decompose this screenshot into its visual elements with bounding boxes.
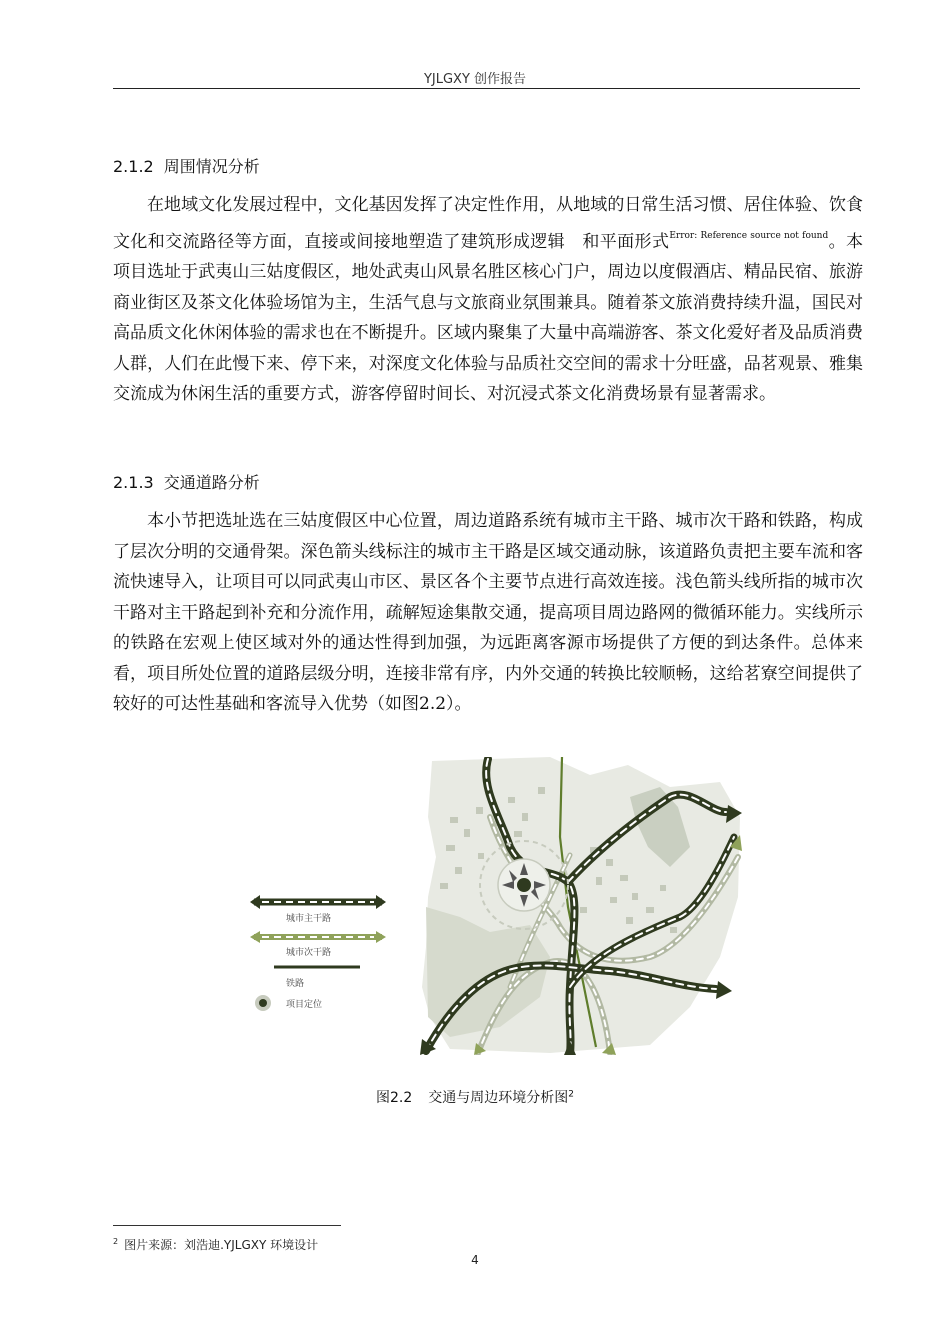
header-rule <box>113 88 860 89</box>
footnote-text: 图片来源：刘浩迪.YJLGXY 环境设计 <box>124 1238 319 1252</box>
paragraph-traffic: 本小节把选址选在三姑度假区中心位置，周边道路系统有城市主干路、城市次干路和铁路，构成了层次分明的交通骨架。深色箭头线标注的城市主干路是区域交通动脉，该道路负责把主要车流和客流快速导入，让项目可以同武夷山市区、景区各个主要节点进行高效连接。浅色箭头线所指的城市次干路对主干路起到补充和分流作用，疏解短途集散交通，提高项目周边路网的微循环能力。实线所示的铁路在宏观上使区域对外的通达性得到加强，为远距离客源市场提供了方便的到达条件。总体来看，项目所处位置的道路层级分明，连接非常有序，内外交通的转换比较顺畅，这给茗寮空间提供了较好的可达性基础和客流导入优势（如图2.2）。 <box>113 511 863 714</box>
paragraph-text-continued: 。本项目选址于武夷山三姑度假区，地处武夷山风景名胜区核心门户，周边以度假酒店、精品民宿、旅游商业街区及茶文化体验场馆为主，生活气息与文旅商业氛围兼具。随着茶文旅消费持续升温，国民对高品质文化休闲体验的需求也在不断提升。区域内聚集了大量中高端游客、茶文化爱好者及品质消费人群，人们在此慢下来、停下来，对深度文化体验与品质社交空间的需求十分旺盛，品茗观景、雅集交流成为休闲生活的重要方式，游客停留时间长、对沉浸式茶文化消费场景有显著需求。 <box>113 231 864 404</box>
paragraph-text: 在地域文化发展过程中，文化基因发挥了决定性作用，从地域的日常生活习惯、居住体验、饮食文化和交流路径等方面，直接或间接地塑造了建筑形成逻辑 和平面形式 <box>113 195 863 252</box>
section-heading-traffic <box>113 470 260 493</box>
legend-railway-label: 铁路 <box>286 979 305 989</box>
figure-caption <box>0 1087 950 1107</box>
legend-site <box>255 995 322 1011</box>
legend-main-road <box>250 895 386 924</box>
caption-label: 图2.2 <box>376 1090 413 1106</box>
legend-main-road-label: 城市主干路 <box>286 914 332 924</box>
page-header: YJLGXY 创作报告 <box>423 72 527 87</box>
footnote-rule <box>113 1225 341 1226</box>
paragraph-surroundings <box>113 190 863 410</box>
caption-footnote-ref: 2 <box>568 1089 574 1100</box>
legend-secondary-road <box>250 931 386 958</box>
caption-title: 交通与周边环境分析图 <box>428 1090 569 1106</box>
footnote-ref: 2 <box>113 1237 119 1246</box>
legend-railway <box>274 967 360 989</box>
section-number: 2.1.3 <box>113 473 154 492</box>
section-title: 交通道路分析 <box>163 473 260 492</box>
footnote <box>113 1236 318 1253</box>
section-title: 周围情况分析 <box>163 157 260 176</box>
error-reference: Error: Reference source not found <box>669 230 829 241</box>
section-number: 2.1.2 <box>113 157 154 176</box>
page-number: 4 <box>471 1253 479 1267</box>
section-heading-surroundings <box>113 154 260 177</box>
legend-site-label: 项目定位 <box>286 1000 323 1010</box>
traffic-analysis-figure <box>250 757 745 1055</box>
legend-secondary-road-label: 城市次干路 <box>286 948 332 958</box>
figure-legend <box>250 895 386 1011</box>
